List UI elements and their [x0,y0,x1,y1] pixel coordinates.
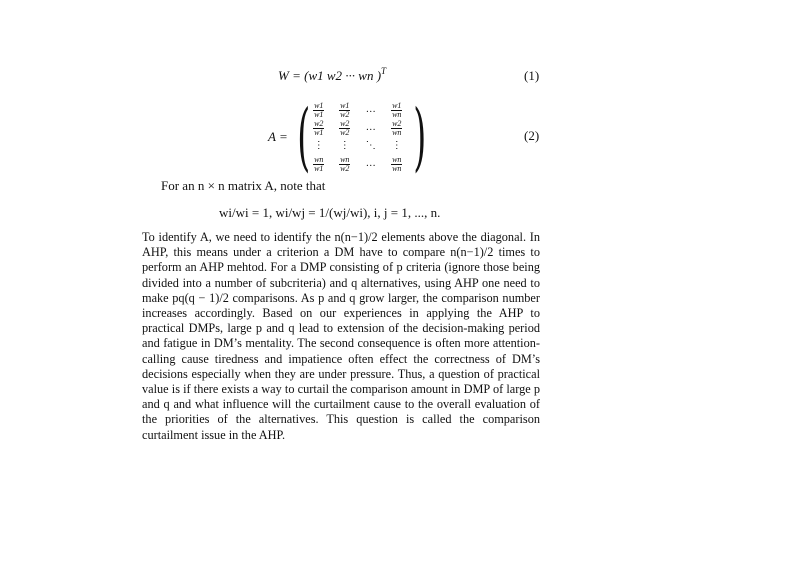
matrix-cell [384,137,410,155]
body-paragraph: To identify A, we need to identify the n(n−1)/2 elements above the diagonal. In AHP, this means under a criterion a DM have to compare n(n−1)/2 times to perform an AHP mehtod. For a DMP consisting of p criteria (ignore those being divided into a number of subcriteria) and q alternatives, using AHP one need to make pq(q − 1)/2 comparisons. As p and q grow larger, the comparison number increases accordingly. Based on our experiences in applying the AHP to practical DMPs, large p and q lead to extension of the decision-making period and fatigue in DM’s mentality. The second consequence is often more attention-calling cause tiredness and impatience often effect the correctness of DM’s decisions especially when they are under pressure. Thus, a question of practical value is if there exists a way to curtail the comparison amount in DMP of large p and q and what influence will the curtailment cause to the overall evaluation of the priorities of the alternatives. This question is called the comparison curtailment issue in the AHP. [142,230,540,442]
matrix-denominator: w1 [314,163,324,173]
matrix-denominator: w1 [314,127,324,137]
matrix-numerator: w2 [340,118,350,128]
matrix-numerator: w2 [392,118,402,128]
matrix-cell [384,119,410,137]
matrix-denominator: wn [392,163,402,173]
matrix-cell [332,119,358,137]
equation-2 [268,94,427,180]
matrix-cell [332,155,358,173]
matrix-denominator: w2 [340,127,350,137]
matrix-dots: ⋱ [365,140,376,151]
matrix-dots: ⋮ [339,140,350,151]
matrix-cell [384,101,410,119]
left-paren: ( [297,94,311,180]
equation-1-number: (1) [524,68,540,83]
equation-1-superscript: T [381,66,387,76]
equation-1-lhs: W [278,68,289,83]
matrix-numerator: wn [340,154,350,164]
matrix-dots: ⋮ [391,140,402,151]
matrix-cell [358,101,384,119]
matrix-dots: … [365,122,376,133]
right-paren: ) [413,94,427,180]
equation-3: wi/wi = 1, wi/wj = 1/(wj/wi), i, j = 1, ..., n. [219,205,441,220]
matrix-numerator: w1 [314,100,324,110]
intro-line: For an n × n matrix A, note that [161,178,326,193]
equation-2-lhs: A = [268,129,288,144]
matrix-numerator: w1 [392,100,402,110]
matrix-dots: … [365,104,376,115]
matrix-denominator: wn [392,127,402,137]
matrix-numerator: wn [314,154,324,164]
matrix-numerator: wn [392,154,402,164]
matrix-cell [358,119,384,137]
matrix-dots: … [365,158,376,169]
matrix-denominator: w2 [340,109,350,119]
matrix-denominator: w2 [340,163,350,173]
matrix-cell [358,137,384,155]
matrix-cell [332,137,358,155]
matrix-cell [358,155,384,173]
equation-1 [278,66,386,84]
matrix-numerator: w2 [314,118,324,128]
matrix-numerator: w1 [340,100,350,110]
matrix-dots: ⋮ [313,140,324,151]
equation-2-number: (2) [524,128,540,143]
matrix-a [306,101,410,173]
matrix-denominator: wn [392,109,402,119]
matrix-cell [332,101,358,119]
equation-1-content: = (w1 w2 ··· wn ) [292,68,382,83]
matrix-denominator: w1 [314,109,324,119]
matrix-cell [384,155,410,173]
